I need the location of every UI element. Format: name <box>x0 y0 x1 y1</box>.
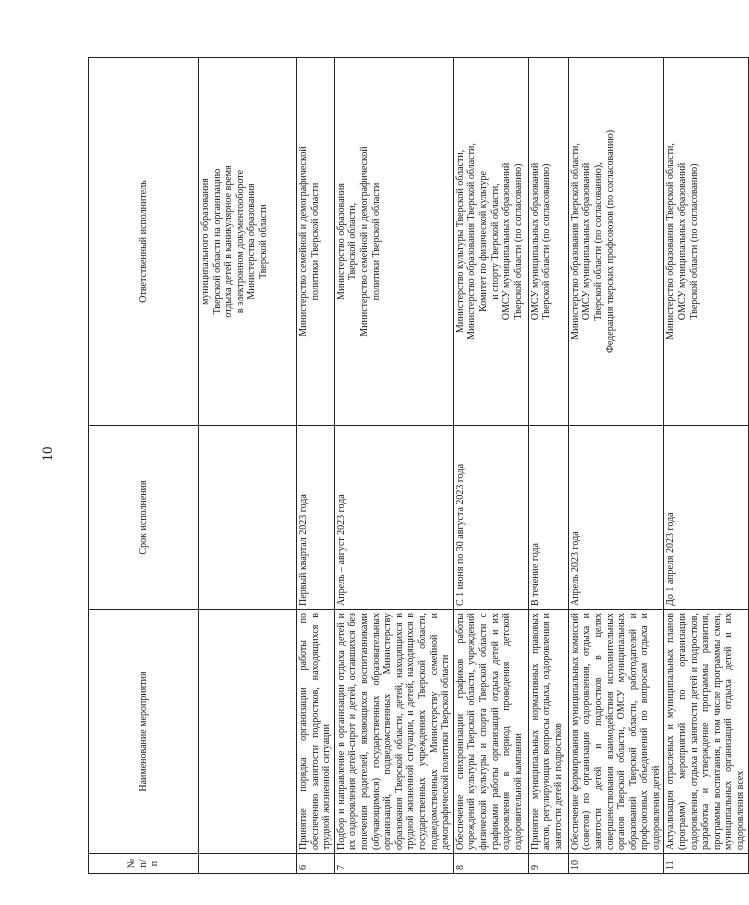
table-row <box>334 58 453 874</box>
executor-line: Тверской области, <box>347 202 359 281</box>
action-plan-table <box>88 57 749 874</box>
table-row <box>297 58 335 874</box>
executor-line: Министерства образования <box>246 183 258 300</box>
header-executor: Ответственный исполнитель <box>89 58 199 426</box>
table-row <box>528 58 568 874</box>
table-row <box>568 58 664 874</box>
executor-line: политики Тверской области <box>309 182 321 301</box>
executor-line: ОМСУ муниципальных образований <box>501 162 513 321</box>
header-num: № п/п <box>89 854 199 874</box>
cell-num: 11 <box>664 854 748 874</box>
cell-executor <box>568 58 664 426</box>
cell-num: 10 <box>568 854 664 874</box>
table-row <box>664 58 748 874</box>
cell-num: 7 <box>334 854 453 874</box>
executor-line: отдыха детей в каникулярное время <box>223 165 235 318</box>
executor-line: и спорту Тверской области, <box>489 183 501 300</box>
executor-line: Министерство культуры Тверской области, <box>454 149 466 334</box>
executor-line: Министерство образования Тверской области, <box>466 143 478 340</box>
cell-deadline: Апрель 2023 года <box>568 426 664 610</box>
cell-deadline: В течение года <box>528 426 568 610</box>
header-deadline: Срок исполнения <box>89 426 199 610</box>
executor-line: Тверской области (по согласованию) <box>541 163 553 320</box>
cell-executor <box>664 58 748 426</box>
executor-line: Тверской области на организацию <box>211 168 223 315</box>
executor-line: Тверской области (по согласованию), <box>592 162 604 321</box>
executor-line: политики Тверской области <box>370 182 382 301</box>
cell-num: 8 <box>453 854 528 874</box>
executor-line: Министерство образования <box>335 183 347 300</box>
table-row <box>453 58 528 874</box>
executor-line: в электронном документообороте <box>234 169 246 314</box>
cell-deadline: Апрель – август 2023 года <box>334 426 453 610</box>
table-header-row <box>89 58 199 874</box>
executor-line: Министерство образования Тверской области, <box>569 143 581 340</box>
cell-num: 9 <box>528 854 568 874</box>
cell-executor <box>528 58 568 426</box>
executor-line: ОМСУ муниципальных образований <box>581 162 593 321</box>
table-row-continuation <box>199 58 297 874</box>
executor-line: Министерство семейной и демографической <box>298 146 309 337</box>
cell-deadline: Первый квартал 2023 года <box>297 426 335 610</box>
executor-line: Федерация тверских профсоюзов (по согласованию) <box>604 129 616 354</box>
cell-num: 6 <box>297 854 335 874</box>
executor-line: ОМСУ муниципальных образований <box>677 162 689 321</box>
cell-executor <box>199 58 297 426</box>
executor-line: Тверской области (по согласованию) <box>512 163 524 320</box>
cell-name: Обеспечение формирования муниципальных комиссий (советов) по организации оздоровления, отдыха и занятости детей и подростков в целях совершенствования взаимодействия исполнительных органов Тверской области, ОМСУ муниципальных образований Тверской области, работодателей и профсоюзных объединений по вопросам отдыха и оздоровления детей <box>568 610 664 854</box>
executor-line: Тверской области (по согласованию) <box>688 163 700 320</box>
cell-name <box>199 610 297 854</box>
cell-executor <box>297 58 335 426</box>
cell-deadline <box>199 426 297 610</box>
executor-line: Тверской области <box>257 204 269 279</box>
cell-deadline: С 1 июня по 30 августа 2023 года <box>453 426 528 610</box>
cell-name: Подбор и направление в организации отдыха детей и их оздоровления детей-сирот и детей, оставшихся без попечения родителей, являющихся воспитанниками (обучающимися) государственных образовательных организаций, подведомственных Министерству образования Тверской области, детей, находящихся в трудной жизненной ситуации, и детей, находящихся в государственных учреждениях Тверской области, подведомственных Министерству семейной и демографической политики Тверской области <box>334 610 453 854</box>
executor-line: Министерство образования Тверской области, <box>665 143 677 340</box>
cell-name: Актуализация отраслевых и муниципальных планов (программ) мероприятий по организации оздоровления, отдыха и занятости детей и подростков, разработка и утверждение программы развития, программы воспитания, в том числе программы смен, муниципальных организаций отдыха детей и их оздоровления всех <box>664 610 748 854</box>
rotated-table-wrapper <box>88 58 747 874</box>
cell-executor <box>334 58 453 426</box>
cell-name: Принятие порядка организации работы по обеспечению занятости подростков, находящихся в трудной жизненной ситуации <box>297 610 335 854</box>
executor-line: Министерство семейной и демографической <box>358 146 370 337</box>
cell-executor <box>453 58 528 426</box>
cell-name: Принятие муниципальных нормативных правовых актов, регулирующих вопросы отдыха, оздоровления и занятости детей и подростков <box>528 610 568 854</box>
header-name: Наименование мероприятия <box>89 610 199 854</box>
executor-line: муниципального образования <box>200 178 211 305</box>
executor-line: Комитет по физической культуре <box>477 171 489 312</box>
cell-num <box>199 854 297 874</box>
cell-name: Обеспечение синхронизации графиков работы учреждений культуры Тверской области, учреждений физической культуры и спорта Тверской области с графиками работы организаций отдыха детей и их оздоровления в период проведения детской оздоровительной кампании <box>453 610 528 854</box>
page-number: 10 <box>40 446 56 462</box>
executor-line: ОМСУ муниципальных образований <box>529 162 541 321</box>
cell-deadline: До 1 апреля 2023 года <box>664 426 748 610</box>
